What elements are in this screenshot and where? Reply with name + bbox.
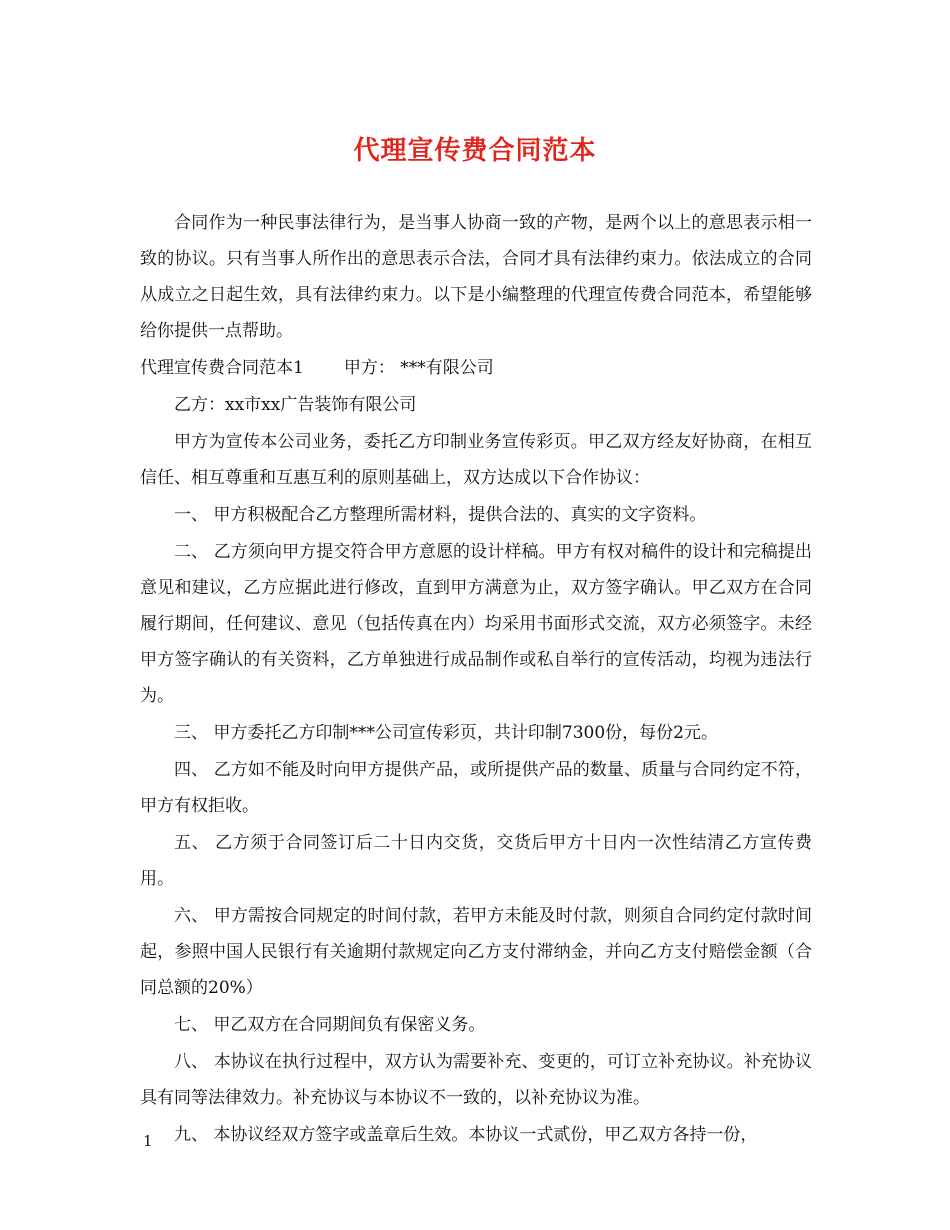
document-body bbox=[140, 205, 812, 1153]
clause-7: 七、 甲乙双方在合同期间负有保密义务。 bbox=[174, 1015, 486, 1035]
preamble-paragraph: 甲方为宣传本公司业务，委托乙方印制业务宣传彩页。甲乙双方经友好协商，在相互信任、相互尊重和互惠互利的原则基础上，双方达成以下合作协议： bbox=[140, 432, 812, 488]
clause-5: 五、 乙方须于合同签订后二十日内交货，交货后甲方十日内一次性结清乙方宣传费用。 bbox=[140, 833, 812, 889]
sample-heading-line bbox=[140, 350, 812, 386]
clause-2: 二、 乙方须向甲方提交符合甲方意愿的设计样稿。甲方有权对稿件的设计和完稿提出意见和建议，乙方应据此进行修改，直到甲方满意为止，双方签字确认。甲乙双方在合同履行期间，任何建议、意见（包括传真在内）均采用书面形式交流，双方必须签字。未经甲方签字确认的有关资料，乙方单独进行成品制作或私自举行的宣传活动，均视为违法行为。 bbox=[140, 542, 812, 706]
clause-9: 九、 本协议经双方签字或盖章后生效。本协议一式贰份，甲乙双方各持一份， bbox=[174, 1125, 758, 1145]
document-title: 代理宣传费合同范本 bbox=[353, 136, 597, 166]
sample-heading: 代理宣传费合同范本1 bbox=[140, 358, 304, 378]
party-b: 乙方：xx市xx广告装饰有限公司 bbox=[174, 395, 417, 415]
clause-4: 四、 乙方如不能及时向甲方提供产品，或所提供产品的数量、质量与合同约定不符，甲方有权拒收。 bbox=[140, 760, 812, 816]
intro-paragraph: 合同作为一种民事法律行为，是当事人协商一致的产物，是两个以上的意思表示相一致的协议。只有当事人所作出的意思表示合法，合同才具有法律约束力。依法成立的合同从成立之日起生效，具有法律约束力。以下是小编整理的代理宣传费合同范本，希望能够给你提供一点帮助。 bbox=[140, 213, 812, 341]
page-number: 1 bbox=[143, 1132, 153, 1150]
clause-6: 六、 甲方需按合同规定的时间付款，若甲方未能及时付款，则须自合同约定付款时间起，参照中国人民银行有关逾期付款规定向乙方支付滞纳金，并向乙方支付赔偿金额（合同总额的20%） bbox=[140, 906, 812, 998]
clause-1: 一、 甲方积极配合乙方整理所需材料，提供合法的、真实的文字资料。 bbox=[174, 505, 707, 525]
party-a: 甲方： ***有限公司 bbox=[343, 358, 494, 378]
clause-8: 八、 本协议在执行过程中，双方认为需要补充、变更的，可订立补充协议。补充协议具有同等法律效力。补充协议与本协议不一致的，以补充协议为准。 bbox=[140, 1052, 812, 1108]
clause-3: 三、 甲方委托乙方印制***公司宣传彩页，共计印制7300份，每份2元。 bbox=[174, 723, 718, 743]
